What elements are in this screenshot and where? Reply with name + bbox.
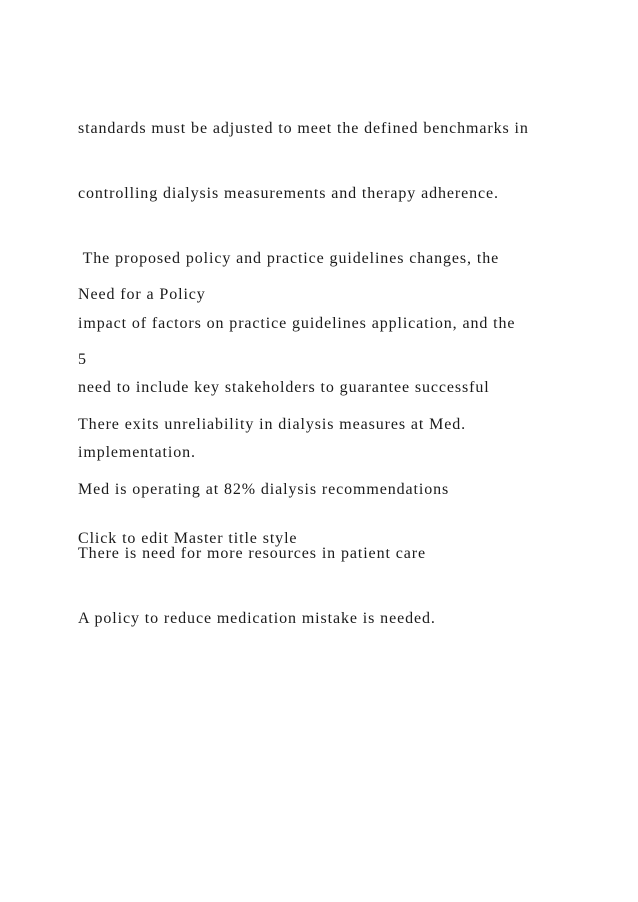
placeholder-text: Click to edit Master title style <box>78 530 298 548</box>
bullet-item: There exits unreliability in dialysis measures at Med. <box>78 415 467 433</box>
intro-line: controlling dialysis measurements and therapy adherence. <box>78 184 499 202</box>
section-title: Need for a Policy <box>78 286 206 304</box>
master-title-placeholder <box>78 485 618 593</box>
intro-line: impact of factors on practice guidelines application, and the <box>78 314 516 332</box>
intro-line: standards must be adjusted to meet the defined benchmarks in <box>78 120 529 138</box>
slide-number: 5 <box>78 350 87 368</box>
bullet-item: Med is operating at 82% dialysis recommendations <box>78 480 450 498</box>
intro-line: The proposed policy and practice guidelines changes, the <box>78 249 500 267</box>
bullet-item: There is need for more resources in patient care <box>78 545 426 563</box>
bullet-item: A policy to reduce medication mistake is needed. <box>78 610 436 628</box>
intro-line: implementation. <box>78 444 196 462</box>
policy-section <box>78 241 618 673</box>
intro-line: need to include key stakeholders to guarantee successful <box>78 379 490 397</box>
